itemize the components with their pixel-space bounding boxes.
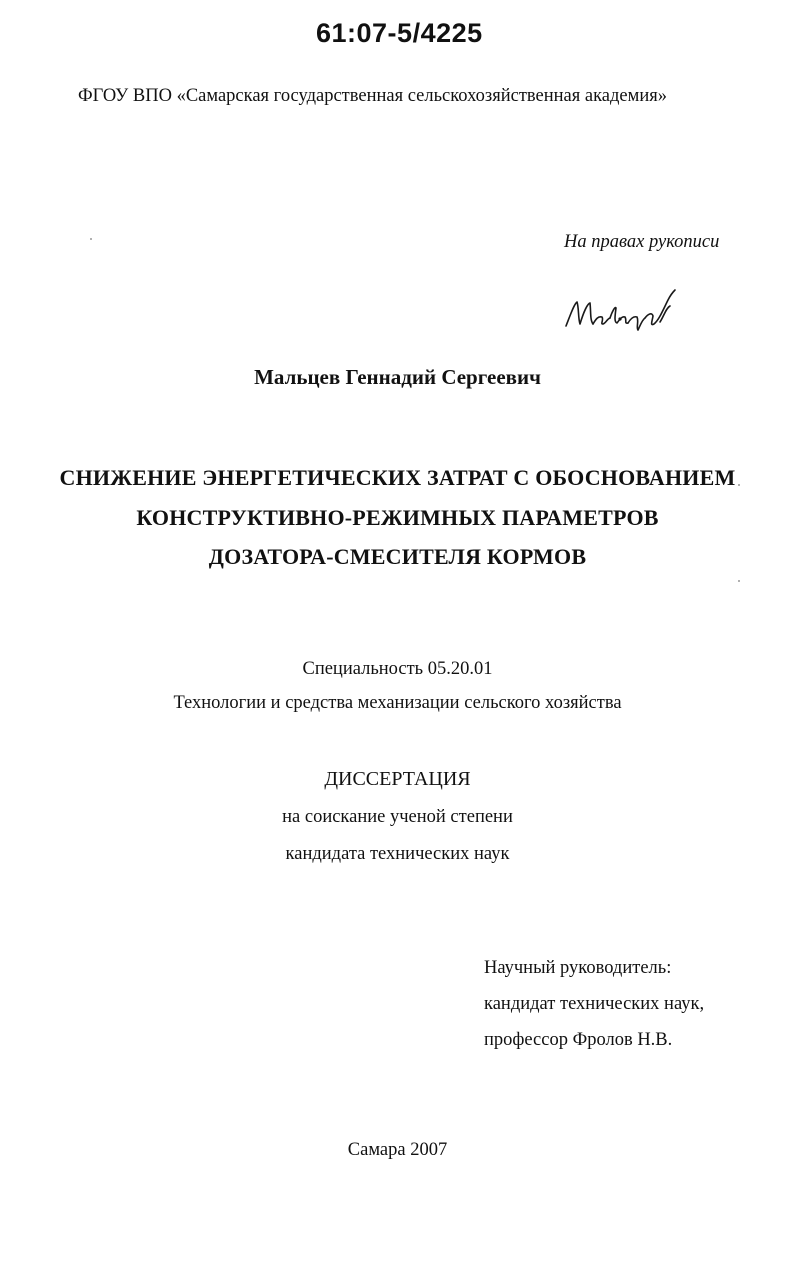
dissertation-title-line-2: КОНСТРУКТИВНО-РЕЖИМНЫХ ПАРАМЕТРОВ [136, 505, 659, 530]
archive-stamp-number: 61:07-5/4225 [316, 18, 483, 48]
dissertation-title-line-1: СНИЖЕНИЕ ЭНЕРГЕТИЧЕСКИХ ЗАТРАТ С ОБОСНОВАНИЕМ [59, 465, 736, 490]
manuscript-rights-note: На правах рукописи [564, 232, 720, 252]
author-name: Мальцев Геннадий Сергеевич [254, 365, 541, 389]
specialty-name: Технологии и средства механизации сельского хозяйства [173, 693, 622, 713]
advisor-degree: кандидат технических наук, [484, 994, 705, 1014]
document-type: ДИССЕРТАЦИЯ [324, 768, 471, 790]
advisor-heading: Научный руководитель: [484, 958, 672, 978]
specialty-code: Специальность 05.20.01 [302, 659, 493, 679]
organization-name: ФГОУ ВПО «Самарская государственная сельскохозяйственная академия» [78, 86, 668, 106]
dissertation-title-line-3: ДОЗАТОРА-СМЕСИТЕЛЯ КОРМОВ [208, 544, 587, 569]
degree-line-1: на соискание ученой степени [282, 807, 513, 827]
scan-speck [738, 580, 740, 582]
scan-speck [738, 484, 740, 486]
signature-icon [560, 286, 690, 336]
scan-speck [90, 238, 92, 240]
degree-line-2: кандидата технических наук [285, 844, 510, 864]
place-and-year: Самара 2007 [347, 1140, 448, 1160]
advisor-name: профессор Фролов Н.В. [484, 1030, 673, 1050]
